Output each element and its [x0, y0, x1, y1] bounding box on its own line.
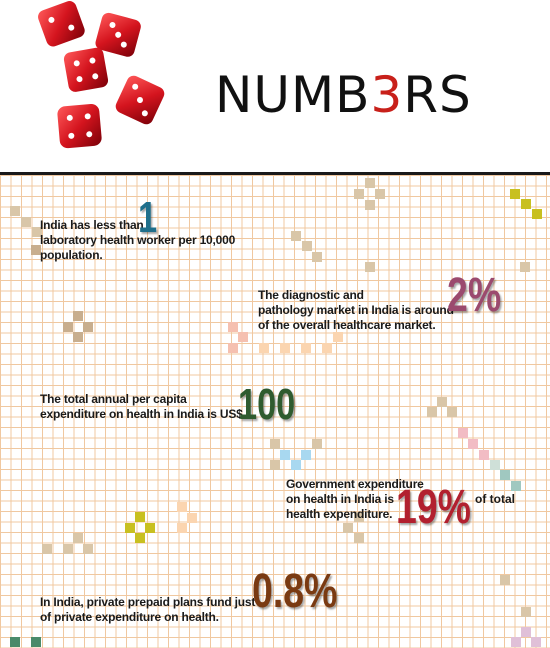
stat-number: 0.8% [252, 565, 338, 618]
fact-government-expenditure: Government expenditure on health in India is health expenditure. [286, 477, 424, 521]
stat-number: 100 [238, 380, 296, 429]
dice-icon [30, 0, 170, 160]
fact-lab-workers: India has less than laboratory health worker per 10,000 population. [40, 218, 236, 262]
stat-number: 19% [396, 481, 471, 534]
stat-number: 1 [138, 193, 158, 242]
header [0, 0, 550, 172]
fact-private-prepaid-plans: In India, private prepaid plans fund just of private expenditure on health. [40, 595, 256, 624]
stat-suffix: of total [475, 492, 515, 506]
fact-diagnostic-market: The diagnostic and pathology market in India is around of the overall healthcare market. [258, 288, 454, 332]
stat-number: 2% [447, 269, 502, 322]
page-title: NUMB3RS [215, 66, 472, 124]
fact-per-capita-expenditure: The total annual per capita expenditure on health in India is US$ [40, 392, 243, 421]
